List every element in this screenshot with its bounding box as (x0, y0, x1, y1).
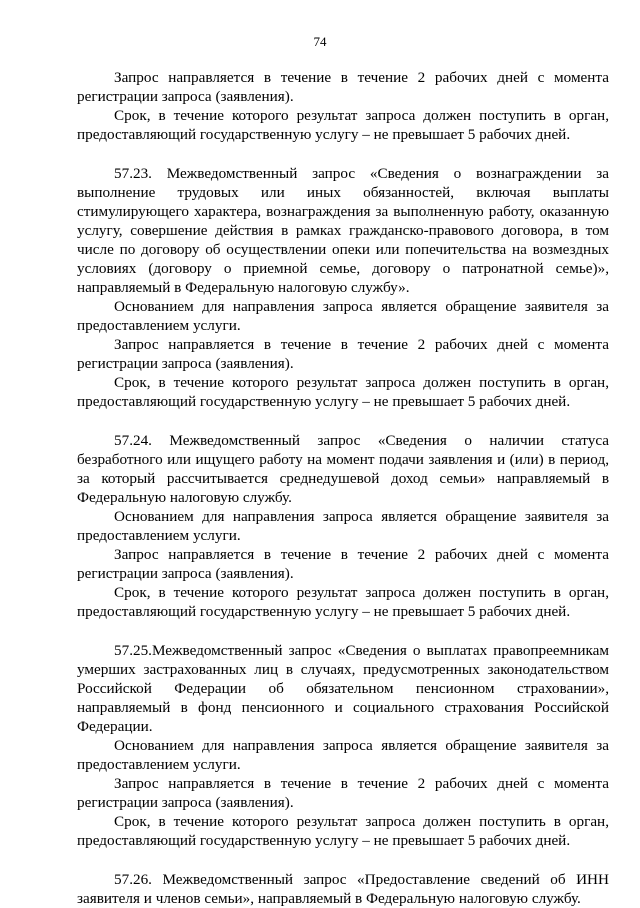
paragraph: Основанием для направления запроса является обращение заявителя за предоставлением услуги. (77, 298, 609, 334)
section-gap (77, 621, 609, 641)
paragraph: Основанием для направления запроса является обращение заявителя за предоставлением услуги. (77, 737, 609, 773)
document-body (77, 68, 609, 908)
section-heading-57-26: 57.26. Межведомственный запрос «Предоставление сведений об ИНН заявителя и членов семьи», направляемый в Федеральную налоговую службу. (77, 871, 609, 907)
section-gap (77, 411, 609, 431)
section-heading-57-25: 57.25.Межведомственный запрос «Сведения о выплатах правопреемникам умерших застрахованных лиц в случаях, предусмотренных законодательством Российской Федерации об обязательном пенсионном страховании», направляемый в фонд пенсионного и социального страхования Российской Федерации. (77, 642, 609, 735)
page-number: 74 (313, 34, 327, 49)
section-heading-57-23: 57.23. Межведомственный запрос «Сведения о вознаграждении за выполнение трудовых или иных обязанностей, включая выплаты стимулирующего характера, вознаграждения за выполненную работу, оказанную услугу, совершение действия в рамках гражданско-правового договора, в том числе по договору об осуществлении опеки или попечительства на возмездных условиях (договору о приемной семье, договору о патронатной семье)», направляемый в Федеральную налоговую службу». (77, 165, 609, 296)
section-gap (77, 144, 609, 164)
paragraph: Запрос направляется в течение в течение 2 рабочих дней с момента регистрации запроса (заявления). (77, 546, 609, 582)
section-heading-57-24: 57.24. Межведомственный запрос «Сведения о наличии статуса безработного или ищущего работу на момент подачи заявления и (или) в период, за который рассчитывается среднедушевой доход семьи» направляемый в Федеральную налоговую службу. (77, 432, 609, 506)
paragraph: Срок, в течение которого результат запроса должен поступить в орган, предоставляющий государственную услугу – не превышает 5 рабочих дней. (77, 813, 609, 849)
paragraph: Основанием для направления запроса является обращение заявителя за предоставлением услуги. (77, 508, 609, 544)
paragraph: Срок, в течение которого результат запроса должен поступить в орган, предоставляющий государственную услугу – не превышает 5 рабочих дней. (77, 584, 609, 620)
paragraph: Запрос направляется в течение в течение 2 рабочих дней с момента регистрации запроса (заявления). (77, 69, 609, 105)
paragraph: Запрос направляется в течение в течение 2 рабочих дней с момента регистрации запроса (заявления). (77, 336, 609, 372)
paragraph: Запрос направляется в течение в течение 2 рабочих дней с момента регистрации запроса (заявления). (77, 775, 609, 811)
paragraph: Срок, в течение которого результат запроса должен поступить в орган, предоставляющий государственную услугу – не превышает 5 рабочих дней. (77, 107, 609, 143)
paragraph: Срок, в течение которого результат запроса должен поступить в орган, предоставляющий государственную услугу – не превышает 5 рабочих дней. (77, 374, 609, 410)
section-gap (77, 850, 609, 870)
